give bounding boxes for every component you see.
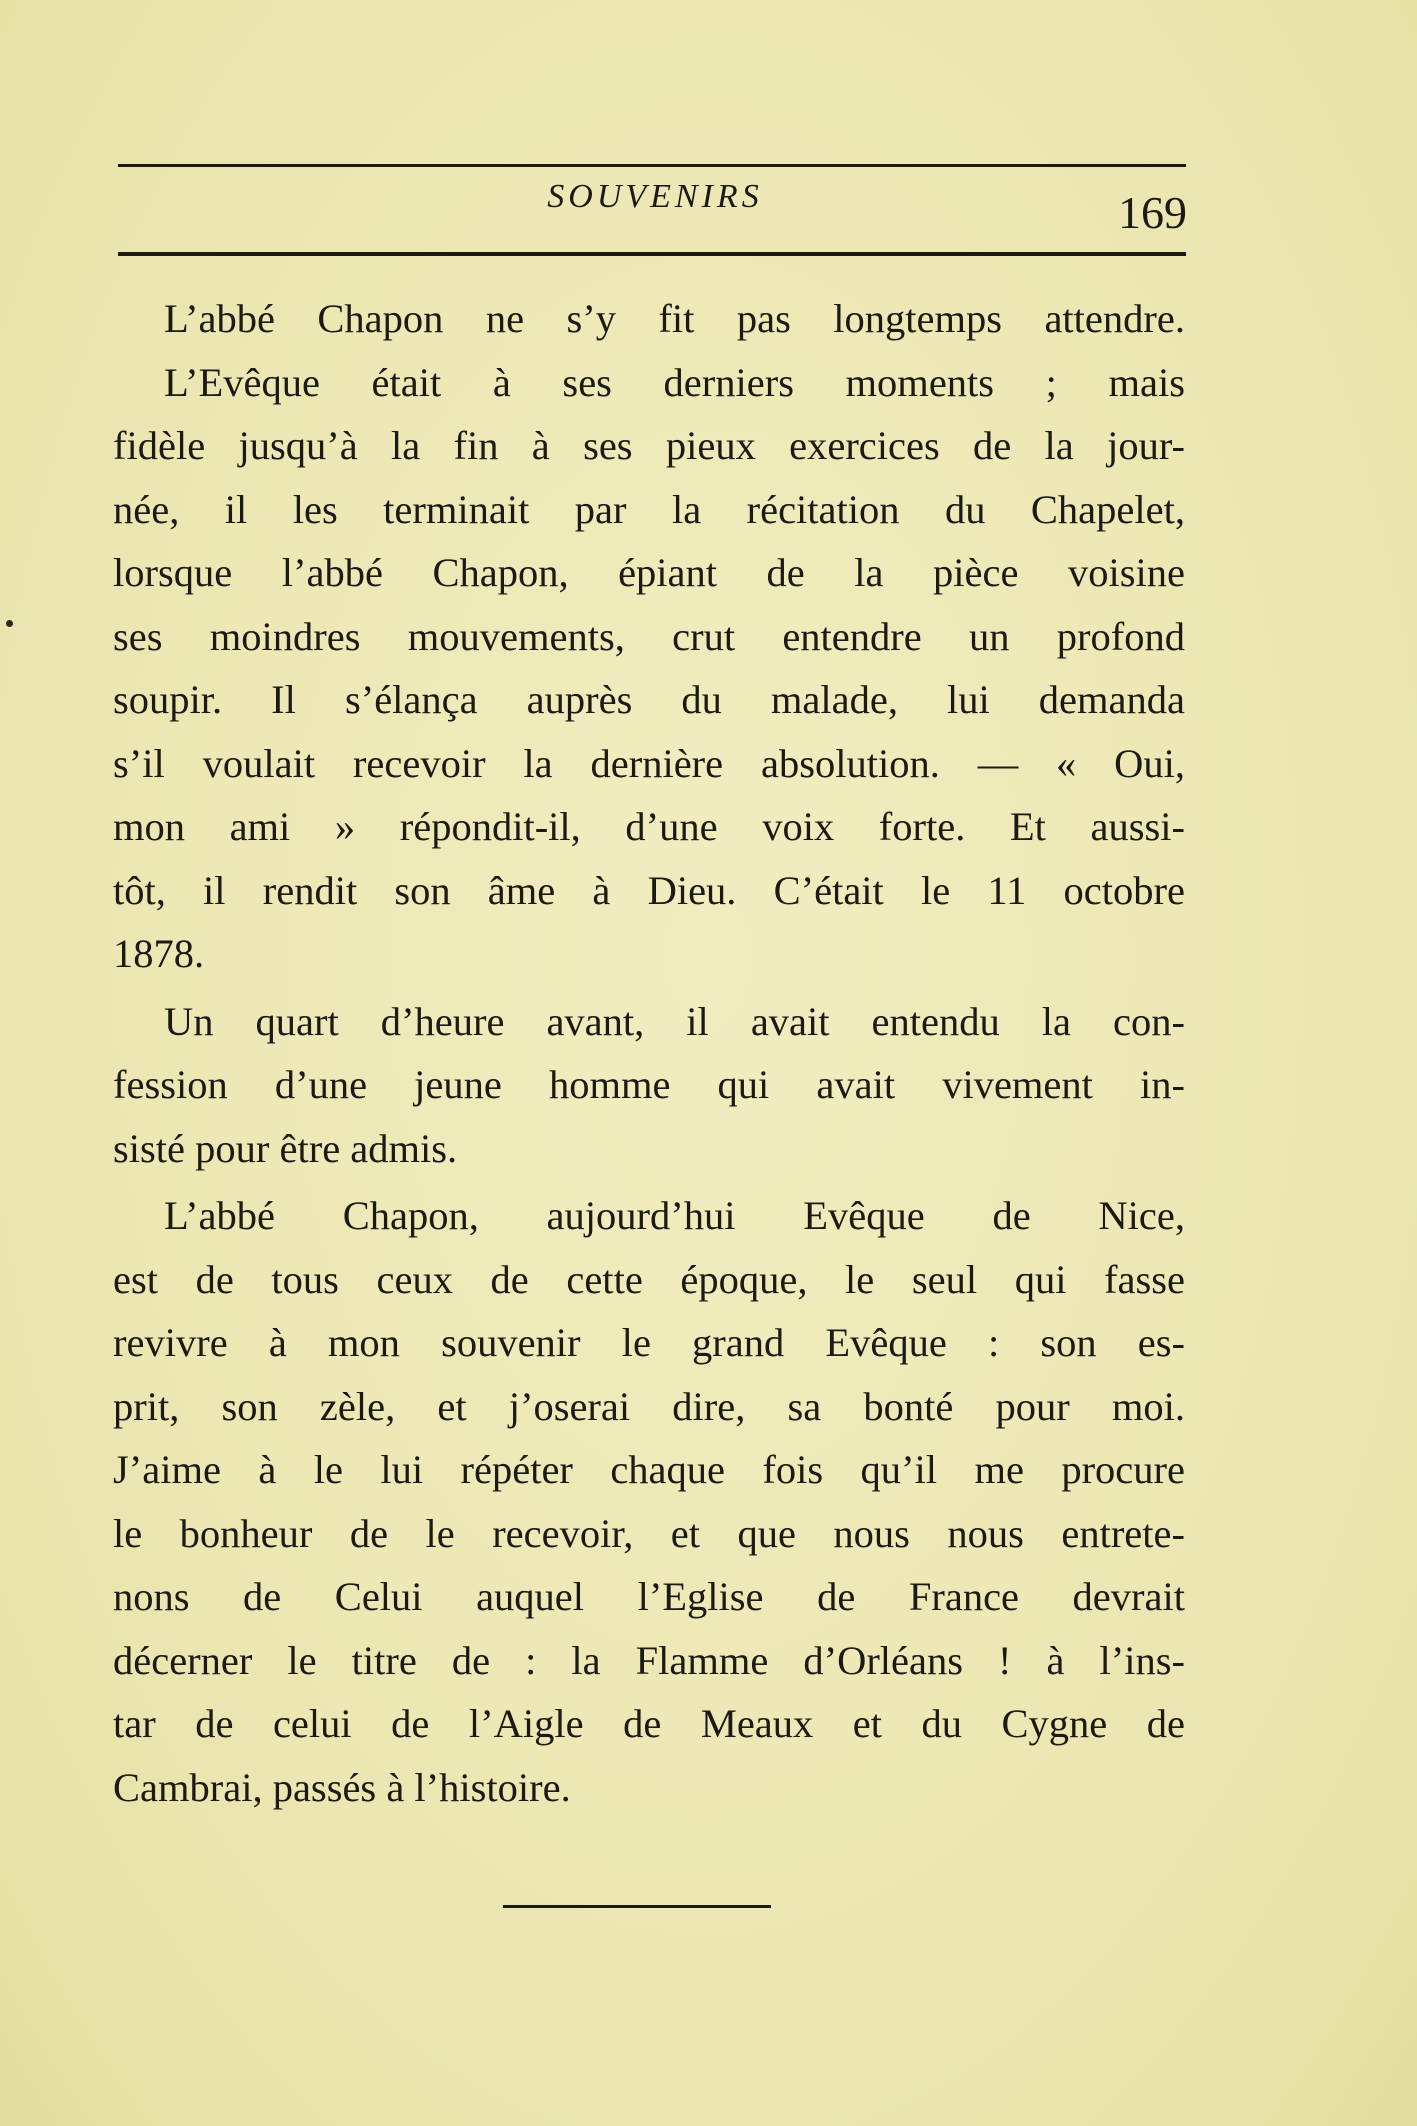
text-line: née, il les terminait par la récitation du Chapelet, [113,486,1185,532]
text-line: tar de celui de l’Aigle de Meaux et du Cygne de [113,1701,1185,1746]
text-line: 1878. [113,931,205,976]
text-line: soupir. Il s’élança auprès du malade, lui demanda [113,677,1185,722]
text-line: Cambrai, passés à l’histoire. [113,1764,571,1810]
text-line: L’Evêque était à ses derniers moments ; mais [164,359,1185,405]
ink-speck [6,620,13,627]
running-title: SOUVENIRS [547,178,763,215]
section-end-rule [503,1905,771,1908]
text-line: s’il voulait recevoir la dernière absolution. — « Oui, [113,740,1185,786]
text-line: mon ami » répondit-il, d’une voix forte. Et aussi- [113,804,1185,849]
text-line: fession d’une jeune homme qui avait vivement in- [113,1062,1185,1107]
text-line: L’abbé Chapon, aujourd’hui Evêque de Nice, [164,1193,1185,1238]
body-text [113,287,1185,1819]
header-bottom-rule [118,252,1186,256]
text-line: nons de Celui auquel l’Eglise de France devrait [113,1574,1185,1619]
text-line: est de tous ceux de cette époque, le seul qui fasse [113,1256,1185,1302]
text-line: tôt, il rendit son âme à Dieu. C’était le 11 octobre [113,867,1185,913]
text-line: sisté pour être admis. [113,1125,458,1171]
text-line: fidèle jusqu’à la fin à ses pieux exercices de la jour- [113,423,1185,468]
text-line: lorsque l’abbé Chapon, épiant de la pièce voisine [113,550,1185,595]
text-line: prit, son zèle, et j’oserai dire, sa bonté pour moi. [113,1383,1185,1429]
page-number: 169 [1118,187,1187,238]
text-line: ses moindres mouvements, crut entendre un profond [113,613,1185,659]
text-line: revivre à mon souvenir le grand Evêque : son es- [113,1320,1185,1365]
text-line: L’abbé Chapon ne s’y fit pas longtemps attendre. [164,296,1185,341]
text-line: Un quart d’heure avant, il avait entendu la con- [164,998,1185,1044]
text-line: J’aime à le lui répéter chaque fois qu’il me procure [113,1447,1185,1492]
header-top-rule [118,164,1186,167]
text-line: décerner le titre de : la Flamme d’Orléans ! à l’ins- [113,1637,1185,1683]
text-line: le bonheur de le recevoir, et que nous nous entrete- [113,1510,1185,1556]
